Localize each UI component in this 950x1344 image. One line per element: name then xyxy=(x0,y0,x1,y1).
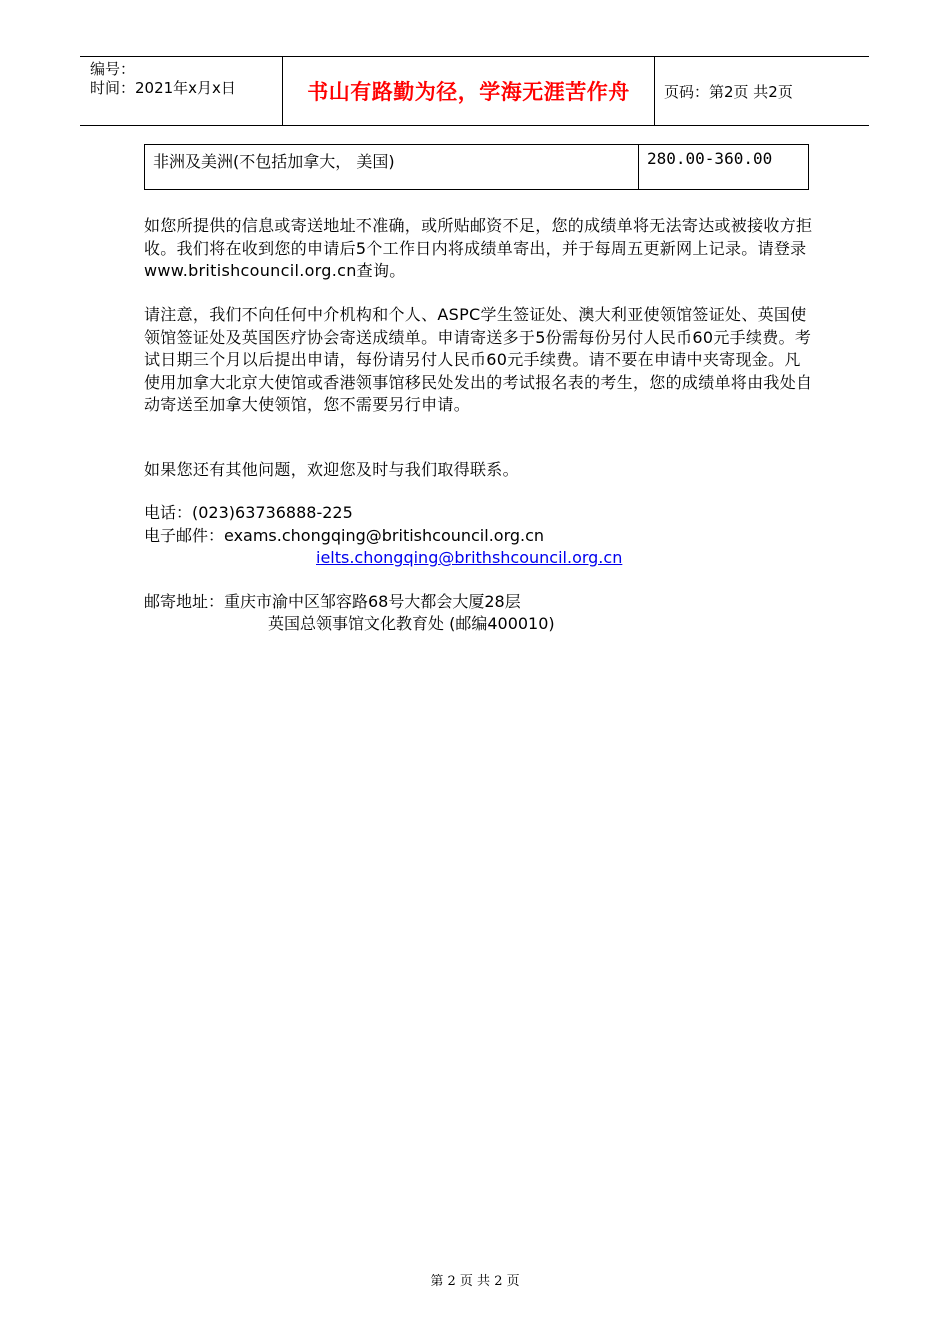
postage-rate-table xyxy=(144,144,809,190)
paragraph-delivery-info: 如您所提供的信息或寄送地址不准确，或所贴邮资不足，您的成绩单将无法寄达或被接收方拒收。我们将在收到您的申请后5个工作日内将成绩单寄出，并于每周五更新网上记录。请登录www.britishcouncil.org.cn查询。 xyxy=(144,216,813,280)
paragraph-contact-us: 如果您还有其他问题，欢迎您及时与我们取得联系。 xyxy=(144,460,519,479)
document-date-label: 时间：2021年x月x日 xyxy=(90,79,236,97)
contact-address: 邮寄地址：重庆市渝中区邹容路68号大都会大厦28层 xyxy=(144,592,521,611)
header-motto: 书山有路勤为径，学海无涯苦作舟 xyxy=(307,80,630,104)
page-header xyxy=(80,56,869,126)
header-page-info: 页码：第2页 共2页 xyxy=(664,82,793,101)
paragraph-notice: 请注意，我们不向任何中介机构和个人、ASPC学生签证处、澳大利亚使领馆签证处、英国使领馆签证处及英国医疗协会寄送成绩单。申请寄送多于5份需每份另付人民币60元手续费。考试日期三个月以后提出申请，每份请另付人民币60元手续费。请不要在申请中夹寄现金。凡使用加拿大北京大使馆或香港领事馆移民处发出的考试报名表的考生，您的成绩单将由我处自动寄送至加拿大使领馆，您不需要另行申请。 xyxy=(144,305,813,414)
rate-price-cell: 280.00-360.00 xyxy=(647,149,773,168)
header-motto-cell xyxy=(282,57,655,125)
contact-email-link[interactable]: ielts.chongqing@brithshcouncil.org.cn xyxy=(316,548,623,567)
contact-phone: 电话：(023)63736888-225 xyxy=(144,503,353,522)
header-page-cell xyxy=(654,57,869,125)
page-footer: 第 2 页 共 2 页 xyxy=(430,1274,520,1289)
rate-region-cell: 非洲及美洲(不包括加拿大， 美国) xyxy=(145,145,639,189)
contact-email: 电子邮件：exams.chongqing@britishcouncil.org.cn xyxy=(144,526,545,545)
document-number-label: 编号： xyxy=(90,60,136,78)
contact-address-office: 英国总领事馆文化教育处 (邮编400010) xyxy=(268,614,555,633)
header-meta xyxy=(80,57,282,125)
